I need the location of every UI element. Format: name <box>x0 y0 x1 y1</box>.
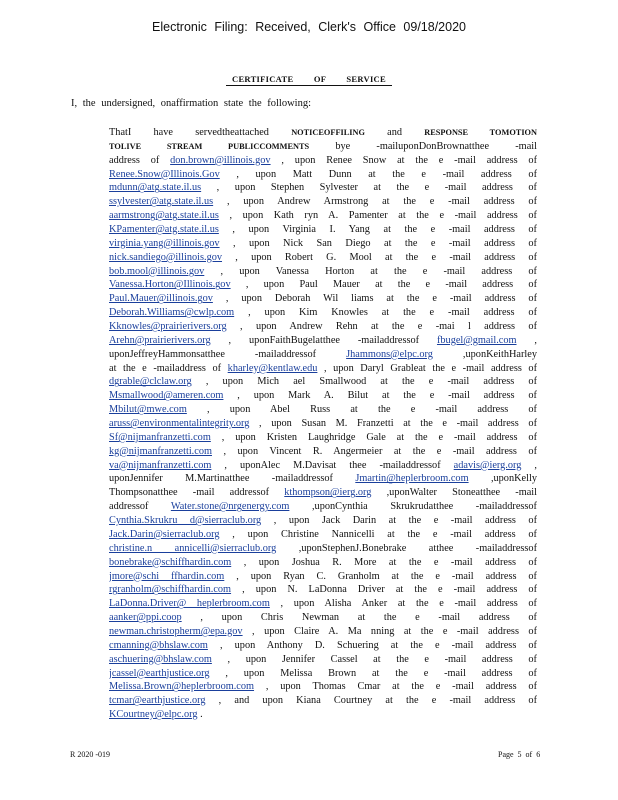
email-link[interactable]: KCourtney@elpc.org <box>109 709 198 721</box>
email-link[interactable]: Jhammons@elpc.org <box>346 348 433 360</box>
service-line <box>109 486 537 500</box>
line-text: , upon Virginia I. Yang at the e -mail address of <box>218 224 537 236</box>
email-link[interactable]: nick.sandiego@illinois.gov <box>109 251 223 263</box>
service-line <box>109 389 537 403</box>
line-text: , upon Stephen Sylvester at the e -mail address of <box>201 182 537 194</box>
docket-number: R 2020 -019 <box>70 750 110 759</box>
service-line <box>109 597 537 611</box>
email-link[interactable]: aschuering@bhslaw.com <box>109 653 212 665</box>
service-line <box>109 417 537 431</box>
line-text: , upon Deborah Wil liams at the e -mail address of <box>212 293 537 305</box>
service-line <box>109 403 537 417</box>
line-text: , upon Melissa Brown at the e -mail address of <box>209 667 537 679</box>
line-text: address of <box>109 154 171 166</box>
email-link[interactable]: newman.christopherm@epa.gov <box>109 625 243 637</box>
line-text: , upon Mark A. Bilut at the e -mail address of <box>223 390 537 402</box>
line-text: , upon Christine Nannicelli at the e -mail address of <box>219 528 537 540</box>
line-text: , upon Andrew Rehn at the e -mai l address of <box>226 321 537 333</box>
document-title-text: RESPONSE TOMOTION <box>424 128 537 137</box>
email-link[interactable]: jcassel@earthjustice.org <box>109 667 210 679</box>
document-title-text: NOTICEOFFILING <box>291 128 365 137</box>
email-link[interactable]: adavis@ierg.org <box>453 459 522 471</box>
email-link[interactable]: kg@nijmanfranzetti.com <box>109 445 212 457</box>
email-link[interactable]: va@nijmanfranzetti.com <box>109 459 212 471</box>
line-text: , uponFaithBugelatthee -mailaddressof <box>210 334 437 346</box>
email-link[interactable]: dgrable@clclaw.org <box>109 376 192 388</box>
line-text: , upon Mich ael Smallwood at the e -mail address of <box>191 376 537 388</box>
email-link[interactable]: aarmstrong@atg.state.il.us <box>109 210 219 222</box>
service-line <box>109 472 537 486</box>
email-link[interactable]: Kknowles@prairierivers.org <box>109 321 227 333</box>
line-text: , upon Matt Dunn at the e -mail address of <box>219 168 537 180</box>
line-text: , upon Renee Snow at the e -mail address of <box>270 154 537 166</box>
line-text: , upon Jennifer Cassel at the e -mail address of <box>211 653 537 665</box>
service-line <box>109 168 537 182</box>
service-line <box>109 320 537 334</box>
line-text: ,uponWalter Stoneatthee -mail <box>371 487 537 499</box>
service-line <box>109 265 537 279</box>
service-line <box>109 306 537 320</box>
line-text: , upon Andrew Armstrong at the e -mail address of <box>213 196 537 208</box>
email-link[interactable]: virginia.yang@illinois.gov <box>109 237 220 249</box>
filing-stamp-header: Electronic Filing: Received, Clerk's Office 09/18/2020 <box>152 20 466 34</box>
email-link[interactable]: bonebrake@schiffhardin.com <box>109 556 232 568</box>
line-text: , uponAlec M.Davisat thee -mailaddressof <box>211 459 454 471</box>
service-line <box>109 154 537 168</box>
line-text: ,uponCynthia Skrukrudatthee -mailaddressof <box>289 501 537 513</box>
service-line <box>109 209 537 223</box>
email-link[interactable]: Renee.Snow@Illinois.Gov <box>109 168 220 180</box>
service-line <box>109 570 537 584</box>
service-line <box>109 625 537 639</box>
line-text: addressof <box>109 501 171 513</box>
line-text: , upon Joshua R. More at the e -mail address of <box>231 556 537 568</box>
service-line <box>109 431 537 445</box>
line-text: at the e -mailaddress of <box>109 362 228 374</box>
email-link[interactable]: don.brown@illinois.gov <box>170 154 271 166</box>
email-link[interactable]: tcmar@earthjustice.org <box>109 695 206 707</box>
service-line <box>109 694 537 708</box>
line-text: uponJennifer M.Martinatthee -mailaddressof <box>109 473 356 485</box>
line-text: ,uponKelly <box>468 473 537 485</box>
email-link[interactable]: Msmallwood@ameren.com <box>109 390 224 402</box>
document-title-text: TOLIVE STREAM PUBLICCOMMENTS <box>109 141 310 151</box>
service-line <box>109 528 537 542</box>
email-link[interactable]: Jack.Darin@sierraclub.org <box>109 528 220 540</box>
line-text: , and upon Kiana Courtney at the e -mail address of <box>205 695 537 707</box>
email-link[interactable]: Arehn@prairierivers.org <box>109 334 211 346</box>
service-line <box>109 362 537 376</box>
line-text: , upon Daryl Grableat the e -mail address of <box>317 362 537 374</box>
service-line <box>109 500 537 514</box>
line-text: , upon Alisha Anker at the e -mail address of <box>269 598 537 610</box>
email-link[interactable]: Paul.Mauer@illinois.gov <box>109 293 213 305</box>
page-number: Page 5 of 6 <box>498 750 541 759</box>
email-link[interactable]: kharley@kentlaw.edu <box>227 362 318 374</box>
service-line <box>109 223 537 237</box>
line-text: , <box>521 459 537 471</box>
line-text: , upon Vincent R. Angermeier at the e -mail address of <box>211 445 537 457</box>
service-line <box>109 348 537 362</box>
email-link[interactable]: Mbilut@mwe.com <box>109 404 187 416</box>
email-link[interactable]: LaDonna.Driver@ heplerbroom.com <box>109 598 270 610</box>
line-text: , upon Anthony D. Schuering at the e -mail address of <box>207 639 537 651</box>
service-line <box>109 542 537 556</box>
email-link[interactable]: KPamenter@atg.state.il.us <box>109 224 219 236</box>
line-text: . <box>197 709 203 721</box>
service-line <box>109 292 537 306</box>
email-link[interactable]: Jmartin@heplerbroom.com <box>355 473 469 485</box>
line-text: , upon Jack Darin at the e -mail address of <box>261 515 537 527</box>
email-link[interactable]: bob.mool@illinois.gov <box>109 265 205 277</box>
service-line <box>109 680 537 694</box>
line-text: , upon Thomas Cmar at the e -mail address of <box>254 681 537 693</box>
service-line <box>109 195 537 209</box>
line-text: uponJeffreyHammonsatthee -mailaddressof <box>109 348 347 360</box>
line-text: , upon Chris Newman at the e -mail address of <box>181 612 537 624</box>
email-link[interactable]: Melissa.Brown@heplerbroom.com <box>109 681 255 693</box>
line-text: , upon Claire A. Ma nning at the e -mail address of <box>242 625 537 637</box>
service-line <box>109 140 537 154</box>
email-link[interactable]: Vanessa.Horton@Illinois.gov <box>109 279 231 291</box>
line-text: ,uponStephenJ.Bonebrake atthee -mailaddressof <box>276 542 537 554</box>
service-line <box>109 251 537 265</box>
line-text: ThatI have servedtheattached <box>109 127 292 138</box>
email-link[interactable]: fbugel@gmail.com <box>436 334 517 346</box>
service-line <box>109 278 537 292</box>
line-text: and <box>364 127 425 138</box>
service-line <box>109 583 537 597</box>
service-line <box>109 708 537 722</box>
service-line <box>109 514 537 528</box>
email-link[interactable]: rgranholm@schiffhardin.com <box>109 584 232 596</box>
email-link[interactable]: ssylvester@atg.state.il.us <box>109 196 214 208</box>
line-text: , upon Vanessa Horton at the e -mail address of <box>204 265 537 277</box>
service-line <box>109 639 537 653</box>
line-text: , upon Kim Knowles at the e -mail address of <box>234 307 537 319</box>
line-text: , <box>516 334 537 346</box>
line-text: ,uponKeithHarley <box>432 348 537 360</box>
email-link[interactable]: Water.stone@nrgenergy.com <box>170 501 290 513</box>
email-link[interactable]: christine.n annicelli@sierraclub.org <box>109 542 277 554</box>
intro-statement: I, the undersigned, onaffirmation state the following: <box>71 98 312 109</box>
page-title: CERTIFICATE OF SERVICE <box>226 74 392 86</box>
email-link[interactable]: mdunn@atg.state.il.us <box>109 182 202 194</box>
service-line <box>109 445 537 459</box>
line-text: , upon Abel Russ at the e -mail address of <box>186 404 537 416</box>
email-link[interactable]: Cynthia.Skrukru d@sierraclub.org <box>109 515 262 527</box>
email-link[interactable]: Deborah.Williams@cwlp.com <box>109 307 235 319</box>
line-text: bye -mailuponDonBrownatthee -mail <box>309 140 537 152</box>
line-text: , upon Ryan C. Granholm at the e -mail address of <box>224 570 537 582</box>
line-text: , upon Robert G. Mool at the e -mail address of <box>222 251 537 263</box>
line-text: , upon Kath ryn A. Pamenter at the e -mail address of <box>218 210 537 222</box>
service-line <box>109 375 537 389</box>
email-link[interactable]: jmore@schi ffhardin.com <box>109 570 225 582</box>
service-line <box>109 181 537 195</box>
service-line <box>109 459 537 473</box>
service-list-paragraph <box>109 126 537 722</box>
service-line <box>109 611 537 625</box>
service-line <box>109 126 537 140</box>
email-link[interactable]: aanker@ppi.coop <box>109 612 182 624</box>
email-link[interactable]: Sf@nijmanfranzetti.com <box>109 431 211 443</box>
service-line <box>109 334 537 348</box>
service-line <box>109 667 537 681</box>
email-link[interactable]: cmanning@bhslaw.com <box>109 639 208 651</box>
service-line <box>109 237 537 251</box>
line-text: , upon Nick San Diego at the e -mail address of <box>219 237 537 249</box>
line-text: , upon Kristen Laughridge Gale at the e -mail address of <box>210 431 537 443</box>
line-text: Thompsonatthee -mail addressof <box>109 487 285 499</box>
line-text: , upon N. LaDonna Driver at the e -mail address of <box>231 584 537 596</box>
email-link[interactable]: aruss@environmentalintegrity.org <box>109 418 250 430</box>
line-text: , upon Paul Mauer at the e -mail address of <box>230 279 537 291</box>
line-text: , upon Susan M. Franzetti at the e -mail address of <box>249 418 537 430</box>
service-line <box>109 653 537 667</box>
email-link[interactable]: kthompson@ierg.org <box>284 487 372 499</box>
service-line <box>109 556 537 570</box>
